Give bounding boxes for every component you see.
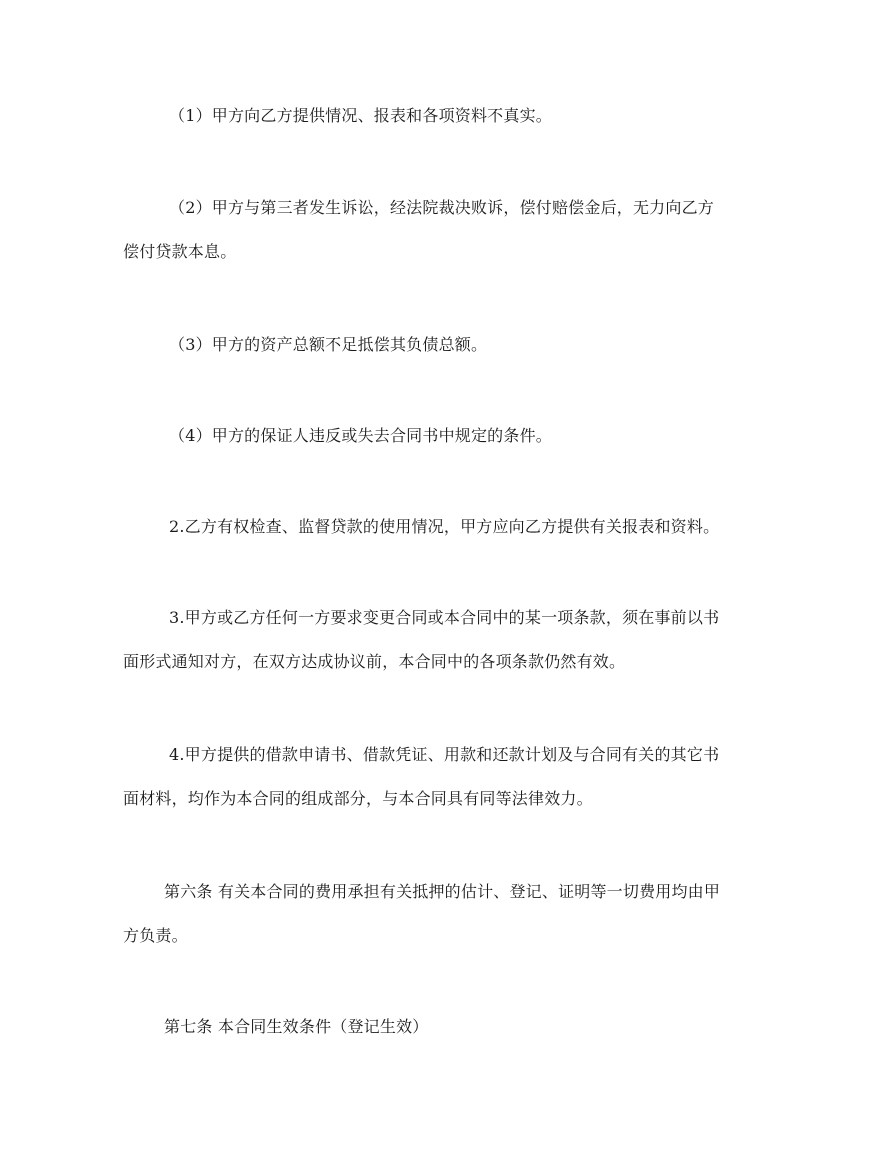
clause-line: 第七条 本合同生效条件（登记生效） [164,1017,429,1036]
clause-item-1 [0,94,893,138]
clause-item-4 [0,414,893,458]
clause-item-3 [0,323,893,367]
clause-line: （4）甲方的保证人违反或失去合同书中规定的条件。 [169,426,552,445]
clause-line: （3）甲方的资产总额不足抵偿其负债总额。 [169,335,488,354]
clause-section-2 [0,505,893,549]
clause-line: 第六条 有关本合同的费用承担有关抵押的估计、登记、证明等一切费用均由甲 [164,882,721,901]
clause-line: 2.乙方有权检查、监督贷款的使用情况，甲方应向乙方提供有关报表和资料。 [169,517,720,536]
clause-line: 面形式通知对方，在双方达成协议前，本合同中的各项条款仍然有效。 [123,652,626,671]
clause-line: 3.甲方或乙方任何一方要求变更合同或本合同中的某一项条款，须在事前以书 [169,608,720,627]
clause-line: 偿付贷款本息。 [123,242,237,261]
clause-line: 4.甲方提供的借款申请书、借款凭证、用款和还款计划及与合同有关的其它书 [169,745,720,764]
clause-line: 面材料，均作为本合同的组成部分，与本合同具有同等法律效力。 [123,789,593,808]
clause-line: （2）甲方与第三者发生诉讼，经法院裁决败诉，偿付赔偿金后，无力向乙方 [169,198,714,217]
clause-section-4 [0,733,893,821]
clause-item-2 [0,186,893,274]
clause-line: 方负责。 [123,926,188,945]
clause-section-3 [0,596,893,684]
article-six [0,870,893,958]
article-seven-heading [0,1005,893,1049]
clause-line: （1）甲方向乙方提供情况、报表和各项资料不真实。 [169,106,552,125]
